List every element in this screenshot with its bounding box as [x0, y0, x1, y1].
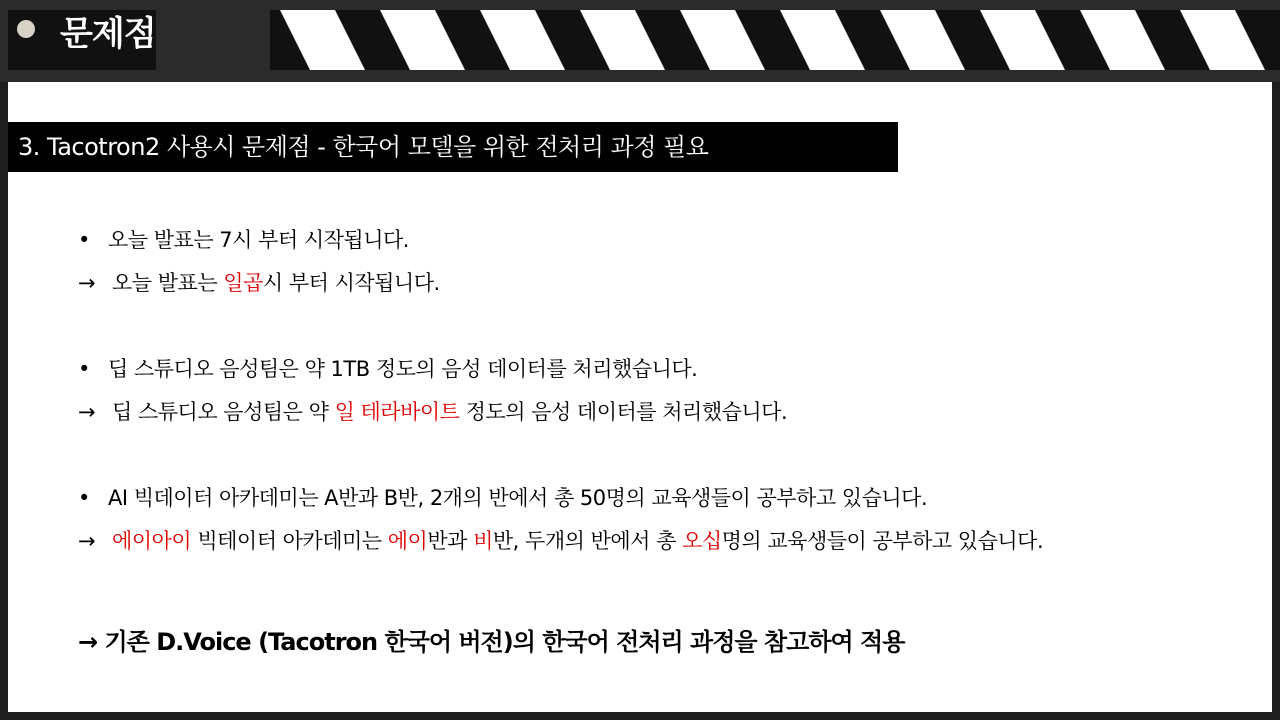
text-segment: 빅테이터 아카데미는 — [191, 529, 388, 553]
bullet-icon: • — [78, 228, 90, 252]
text-segment: 반과 — [427, 529, 474, 553]
example-original-2 — [78, 353, 697, 383]
text-segment: 정도의 음성 데이터를 처리했습니다. — [459, 400, 788, 424]
original-text: 오늘 발표는 7시 부터 시작됩니다. — [108, 228, 409, 252]
content-panel — [8, 82, 1272, 712]
highlight-segment: 에이 — [387, 529, 428, 553]
clapper-stripes — [270, 10, 1280, 70]
text-segment: 반, 두개의 반에서 총 — [492, 529, 683, 553]
clapperboard-header — [0, 0, 1280, 82]
example-converted-1 — [78, 267, 440, 297]
highlight-segment: 일곱 — [223, 271, 263, 295]
arrow-icon: → — [78, 529, 96, 553]
bullet-icon: • — [78, 357, 90, 381]
example-converted-2 — [78, 396, 787, 426]
highlight-segment: 오십 — [682, 529, 722, 553]
text-segment: 시 부터 시작됩니다. — [262, 271, 440, 295]
text-segment: 명의 교육생들이 공부하고 있습니다. — [721, 529, 1044, 553]
highlight-segment: 에이아이 — [112, 529, 192, 553]
example-converted-3 — [78, 525, 1043, 555]
example-original-3 — [78, 482, 927, 512]
text-segment: 오늘 발표는 — [112, 271, 224, 295]
circle-icon — [17, 20, 35, 38]
highlight-segment: 일 테라바이트 — [334, 400, 460, 424]
bullet-icon: • — [78, 486, 90, 510]
conclusion-text: → 기존 D.Voice (Tacotron 한국어 버전)의 한국어 전처리 과정을 참고하여 적용 — [78, 628, 905, 656]
original-text: AI 빅데이터 아카데미는 A반과 B반, 2개의 반에서 총 50명의 교육생들이 공부하고 있습니다. — [108, 486, 928, 510]
text-segment: 딥 스튜디오 음성팀은 약 — [112, 400, 335, 424]
section-heading: 3. Tacotron2 사용시 문제점 - 한국어 모델을 위한 전처리 과정 필요 — [8, 122, 898, 172]
original-text: 딥 스튜디오 음성팀은 약 1TB 정도의 음성 데이터를 처리했습니다. — [108, 357, 698, 381]
highlight-segment: 비 — [473, 529, 493, 553]
arrow-icon: → — [78, 271, 96, 295]
arrow-icon: → — [78, 400, 96, 424]
slide-title: 문제점 — [60, 14, 156, 54]
example-original-1 — [78, 224, 409, 254]
